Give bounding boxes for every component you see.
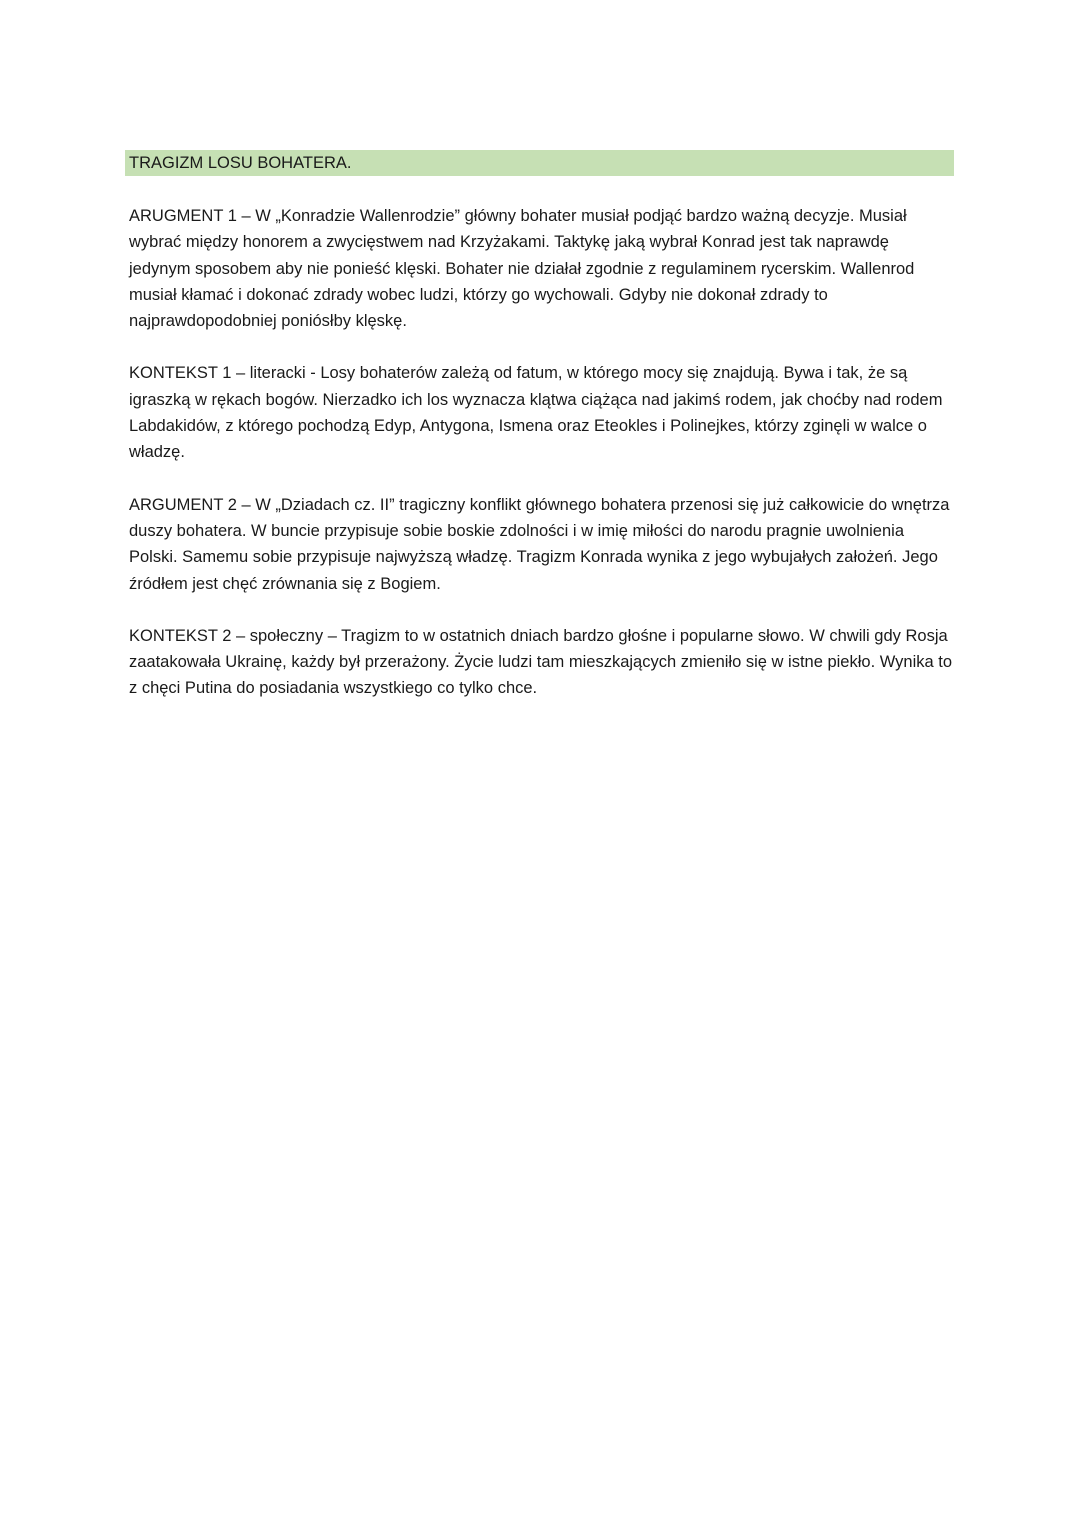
document-title: TRAGIZM LOSU BOHATERA. bbox=[125, 150, 954, 176]
paragraph-argument-1 bbox=[129, 203, 953, 334]
paragraph-text: literacki - Losy bohaterów zależą od fatum, w którego mocy się znajdują. Bywa i tak, że są igraszką w rękach bogów. Nierzadko ich los wyznacza klątwa ciążąca nad jakimś rodem, jak choćby nad rodem Labdakidów, z którego pochodzą Edyp, Antygona, Ismena oraz Eteokles i Polinejkes, którzy zginęli w walce o władzę. bbox=[129, 364, 943, 462]
paragraph-text: W „Dziadach cz. II” tragiczny konflikt głównego bohatera przenosi się już całkowicie do wnętrza duszy bohatera. W buncie przypisuje sobie boskie zdolności i w imię miłości do narodu pragnie uwolnienia Polski. Samemu sobie przypisuje najwyższą władzę. Tragizm Konrada wynika z jego wybujałych założeń. Jego źródłem jest chęć zrównania się z Bogiem. bbox=[129, 495, 950, 593]
paragraph-text: społeczny – Tragizm to w ostatnich dniach bardzo głośne i popularne słowo. W chwili gdy Rosja zaatakowała Ukrainę, każdy był przerażony. Życie ludzi tam mieszkających zmieniło się w istne piekło. Wynika to z chęci Putina do posiadania wszystkiego co tylko chce. bbox=[129, 626, 953, 698]
paragraph-context-1 bbox=[129, 360, 953, 465]
paragraph-label: ARUGMENT 1 – bbox=[129, 207, 251, 225]
paragraph-label: ARGUMENT 2 – bbox=[129, 495, 251, 514]
paragraph-context-2 bbox=[129, 623, 953, 702]
paragraph-text: W „Konradzie Wallenrodzie” główny bohater musiał podjąć bardzo ważną decyzje. Musiał wybrać między honorem a zwycięstwem nad Krzyżakami. Taktykę jaką wybrał Konrad jest tak naprawdę jedynym sposobem aby nie ponieść klęski. Bohater nie działał zgodnie z regulaminem rycerskim. Wallenrod musiał kłamać i dokonać zdrady wobec ludzi, którzy go wychowali. Gdyby nie dokonał zdrady to najprawdopodobniej poniósłby klęskę. bbox=[129, 207, 915, 331]
paragraph-argument-2 bbox=[129, 492, 953, 597]
paragraph-label: KONTEKST 2 – bbox=[129, 626, 246, 645]
paragraph-label: KONTEKST 1 – bbox=[129, 364, 246, 383]
document-body bbox=[129, 203, 953, 728]
